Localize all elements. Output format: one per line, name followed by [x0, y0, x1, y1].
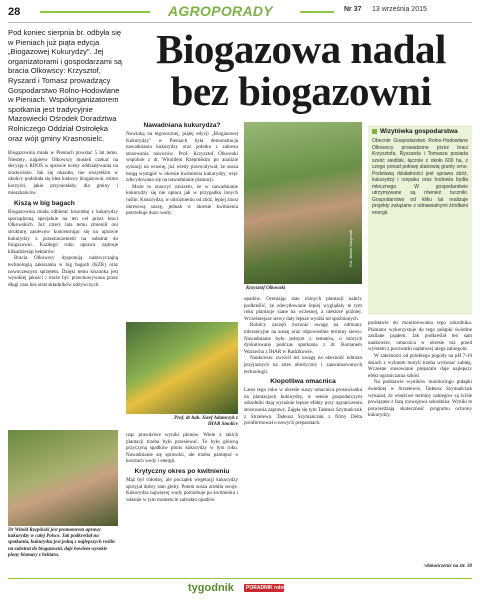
continuation-note: >dokończenie na str. 30 [423, 564, 472, 569]
footer-brand: tygodnik [188, 582, 234, 594]
column-3 [244, 296, 362, 586]
subheading-omacnica: Klopotliwa omacnica [270, 378, 336, 386]
lead-paragraph: Pod koniec sierpnia br. odbyła się w Pieniach już piąta edycja „Biogazowej Kukurydzy". Jej organizatorami i gospodarzami są bracia Olkowscy: Krzysztof, Ryszard i Tomasz prowadzący Gospodarstwo Rolno-Hodowlane w Pieniach. Współorganizatorem spotkania jest tradycyjnie Mazowiecki Ośrodek Doradztwa Rolniczego Oddział Ostrołęka oraz wójt gminy Krasnosielc. [8, 28, 122, 143]
footer-badge: PORADNIK rolniczy [246, 585, 293, 591]
column-2 [126, 122, 238, 322]
paragraph: Nowinką na tegorocznej, piątej edycji „Biogazowej Kukurydzy" w Pieniach była demonstracja nawadniania kukurydzy oraz poletko z zakresu stosowania nawozów. Prof. Krzysztof Olkowski wspólnie z dr. Witoldem Rzepińskim po analizie sytuacji na wiosnę, już wtedy przewidywał, że susza mogą wystąpić w okresie kwitnienia kukurydzy, więc zdecydowano się na nawadnianie plantacji. [126, 131, 238, 184]
subheading-nawadniana: Nawadniana kukurydza? [143, 122, 221, 129]
header-green-bar-right [300, 11, 334, 13]
intro-paragraph: Biogazownia miała w Pieniach powstać 5 lat temu. Niestety, najpierw Olkowscy musieli czekać na decyzję z RDOŚ w sprawie oceny oddziaływania na środowisko. Jak się okazało, nie wszystkim w okolicy podobała się idea budowy biogazowni, mimo korzyści, jakie przyniosłaby dla gminy i mieszkańców. [8, 150, 118, 196]
paragraph: Rolnicy zaczęli zwracać uwagę na odmiany tolerancyjne na suszę oraz odpowiednie terminy siewu. Nawadnianie było jednym z tematów, o których dyskutowano podczas spotkania z dr. Romanem Warzecha z IHAR w Radzikowie. [244, 322, 362, 355]
photo-credit: Fot. Marek Kacprzak [348, 230, 353, 267]
page-number: 28 [8, 6, 21, 18]
paragraph: Na podstawie wyników monitoringu pułapki świetlnej w Strzelewie, Tadeusz Szymańczuk wykazał, że właściwe terminy zabiegów są ściśle powiązane z fazą rozwojowa szkodnika. Wyniki te potwierdzają skuteczność programu ochrony kukurydzy. [368, 379, 472, 419]
headline [130, 28, 472, 112]
square-bullet-icon [372, 129, 377, 134]
paragraph: Mąż był chłodny, ale początek wegetacji kukurydzy sprzyjał dobry stan gleby. Potem susza zrobiła swoje. Kukurydza najwięcej wody potrzebuje po kwitnieniu i właśnie w tym momencie zabrakło opadów. [126, 476, 238, 503]
photo-adamczyk [126, 322, 238, 414]
paragraph: Może to znaczyć zarazem, że w nawadnianie kukurydzy się nie opłaca jak w przypadku innych roślin. Kukurydza, w odróżnieniu od zbóż, lepiej znosi okresową suszę, jednak w okresie kwitnienia potrzebuje dużo wody. [126, 183, 238, 217]
headline-line-1: Biogazowa nadal [156, 26, 446, 72]
header-green-bar-left [40, 11, 150, 13]
footer-rule [8, 578, 472, 579]
headline-line-2: bez biogazowni [170, 68, 432, 114]
subheading-krytyczny: Krytyczny okres po kwitnieniu [134, 467, 230, 475]
paragraph: podstawie do monitorowania tego szkodnika. Plantator wykorzystuje do tego pułapki świetlne zasilane prądem. Jak podkreślał ten sam naukowiec, omacnica w okresie tuż przed wylotem z poczwarki najłatwiej ulega zabiegom. [368, 320, 472, 353]
box-text: Obecnie Gospodarstwo Rolno-Hodowlane Olkowscy prowadzone przez braci Krzysztofa, Ryszarda i Tomasza posiada sześć siedlisk, łącznie z około 600 ha, z czego ponad połowę stanowią grunty orne. Podstawą działalności jest uprawa zbóż, kukurydzy i rzepaku oraz hodowla bydła mlecznego. W gospodarstwie utrzymywane są również tuczniki. Gospodarstwo od kilku lat realizuje projekty związane z odnawialnymi źródłami energii. [372, 138, 468, 216]
paragraph: Bracia Olkowscy dysponują nadzwyczajną technologią zakiszania w big bagach (KZK) oraz nowoczesnym sprzętem. Dzięki temu kiszonka jest wysokiej jakości i może być przechowywana przez długi czas bez strat składników odżywczych. [8, 255, 118, 288]
paragraph: rząc prawdziwe wyniki plonów. Wiele z takich plantacji trzeba było przesiewać. To było główną przyczyną spadków plonu kukurydzy w tym roku. Nawadnianie się sprawdzi, ale trzeba pamiętać o kosztach wody i energii. [126, 432, 238, 465]
section-title: AGROPORADY [168, 3, 273, 19]
column-2-lower [126, 432, 238, 582]
photo-olkowski [244, 122, 362, 284]
photo-caption-rzepinski: Dr Witold Rzepiński jest promotorem uprawy kukurydzy w całej Polsce. Jak podkreślał na spotkaniu, kukurydza jest jedną z najlepszych roślin na substrat do biogazowni, daje bowiem wysokie plony biomasy z hektara. [8, 528, 115, 558]
paragraph: Naukowiec zwrócił też uwagę na obecność odmian przyjaznych na stres abiotyczny i zaawansowanych technologii. [244, 355, 362, 375]
photo-caption-olkowski: Krzysztof Olkowski [246, 286, 286, 291]
photo-rzepinski [8, 430, 118, 526]
subheading-kiszą: Kiszą w big bagach [14, 200, 75, 208]
column-4 [368, 320, 472, 560]
paragraph: opadów. Oceniając stan różnych plantacji należy podkreślić, że zdecydowanie lepiej wyglądały te tym roku plantacje siane na wczesnej, a niektóre później. Wcześniejsze siewy dały lepsze wyniki od spóźnionych. [244, 296, 362, 322]
box-title: Wizytówka gospodarstwa [380, 128, 458, 135]
paragraph: Biogazownia miała odbierać kiszonkę z kukurydzy sporządzoną specjalnie na ten cel przez braci Olkowskich. Już cztery lata temu zmienili oni strukturę zasiewów koncentrując się na uprawie kukurydzy z przeznaczeniem na substrat do biogazowni. Każdego roku uprawa zajmuje kilkadziesiąt hektarów. [8, 209, 118, 255]
issue-date: 13 września 2015 [372, 6, 427, 13]
header-rule [8, 22, 472, 23]
photo-caption-adamczyk: Prof. dr hab. Józef Adamczyk z IHAR Smolice [174, 416, 238, 428]
paragraph: Latos tego roku w okresie suszy omacnica prosowianka na plantacjach kukurydzy, w sensie gospodarczym szkodniki dają wyraźnie lepsze efekty przy ograniczeniu stosowania zaprawy. Zajęła się tym Tadeusz Szymańczuk z Strzelewa. Tadeusz Szymańczuk z firmy Delta poinformował o nowych preparatach. [244, 387, 362, 427]
paragraph: W zależności od przebiegu pogody na pH 7-10 dniach z wylotem motyli trzeba wykonać zabieg. Wczesne stosowanie preparatu daje najlepszy efekt ograniczania szkód. [368, 352, 472, 379]
farm-info-box [368, 125, 472, 315]
issue-number: Nr 37 [344, 6, 362, 13]
